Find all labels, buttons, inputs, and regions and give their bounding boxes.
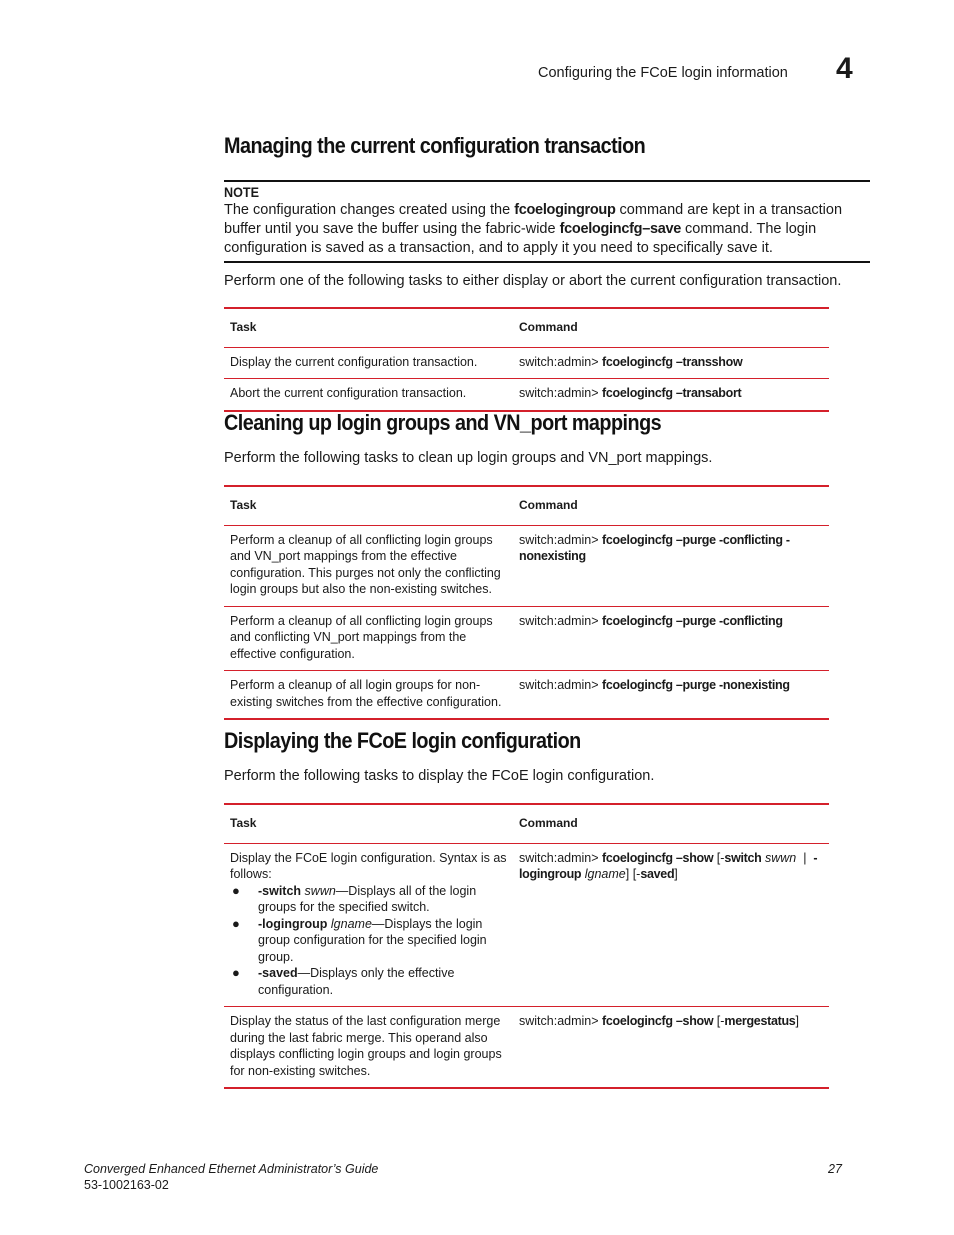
col-header-command: Command — [513, 486, 829, 525]
table-row: Display the status of the last configuration merge during the last fabric merge. This operand also displays conflicting login groups and login groups for non-existing switches. switch:admin> fcoelogincfg –show [-mergestatus] — [224, 1007, 829, 1089]
section2-intro: Perform the following tasks to clean up login groups and VN_port mappings. — [224, 450, 713, 466]
chapter-number: 4 — [836, 52, 853, 85]
section-heading-display: Displaying the FCoE login configuration — [224, 728, 581, 753]
running-header: Configuring the FCoE login information — [538, 65, 788, 81]
list-item: ● -saved—Displays only the effective configuration. — [232, 965, 455, 997]
note-top-rule — [224, 180, 870, 182]
table-row: Display the FCoE login configuration. Syntax is as follows: ● -switch swwn—Displays all of the login groups for the specified switch. ● -logingroup lgname—Displays the login group configuration for the specified login group. ● -saved—Displays only the effective configuration. switch:admin> fcoelogincfg –show [-switch swwn | -logingroup lgname] [-saved] — [224, 843, 829, 1007]
note-body: The configuration changes created using the fcoelogingroup command are kept in a transaction buffer until you save the buffer using the fabric-wide fcoelogincfg–save command. The login configuration is saved as a transaction, and to apply it you need to specifically save it. — [224, 202, 843, 256]
transaction-table — [224, 307, 829, 412]
table-row: Display the current configuration transaction. switch:admin> fcoelogincfg –transshow — [224, 347, 829, 379]
section3-intro: Perform the following tasks to display the FCoE login configuration. — [224, 768, 655, 784]
list-item: ● -logingroup lgname—Displays the login group configuration for the specified login group. — [232, 915, 487, 964]
section-heading-transaction: Managing the current configuration transaction — [224, 133, 646, 158]
cleanup-table — [224, 485, 829, 720]
footer-docnum: 53-1002163-02 — [84, 1178, 169, 1192]
note-bottom-rule — [224, 261, 870, 263]
col-header-task: Task — [224, 486, 513, 525]
col-header-command: Command — [513, 804, 829, 843]
note-label: NOTE — [224, 184, 260, 200]
list-item: ● -switch swwn—Displays all of the login groups for the specified switch. — [232, 882, 477, 914]
table-row: Perform a cleanup of all conflicting login groups and conflicting VN_port mappings from the effective configuration. switch:admin> fcoelogincfg –purge -conflicting — [224, 606, 829, 671]
footer-title: Converged Enhanced Ethernet Administrator’s Guide — [84, 1162, 379, 1176]
bullet-icon: ● — [232, 965, 240, 980]
display-table — [224, 803, 829, 1089]
table-row: Perform a cleanup of all conflicting login groups and VN_port mappings from the effective configuration. This purges not only the conflicting login groups but also the non-existing switches. switch:admin> fcoelogincfg –purge -conflicting -nonexisting — [224, 525, 829, 606]
table-row: Perform a cleanup of all login groups for non-existing switches from the effective configuration. switch:admin> fcoelogincfg –purge -nonexisting — [224, 671, 829, 720]
table-row: Abort the current configuration transaction. switch:admin> fcoelogincfg –transabort — [224, 379, 829, 411]
bullet-icon: ● — [232, 915, 240, 931]
section-heading-cleanup: Cleaning up login groups and VN_port mappings — [224, 410, 662, 435]
note-cmd-fcoelogingroup: fcoelogingroup — [514, 202, 616, 218]
col-header-task: Task — [224, 804, 513, 843]
note-cmd-fcoelogincfg: fcoelogincfg — [559, 221, 643, 237]
page-number: 27 — [828, 1162, 842, 1176]
section1-intro: Perform one of the following tasks to either display or abort the current configuration transaction. — [224, 273, 842, 289]
col-header-command: Command — [513, 308, 829, 347]
bullet-icon: ● — [232, 882, 240, 898]
col-header-task: Task — [224, 308, 513, 347]
